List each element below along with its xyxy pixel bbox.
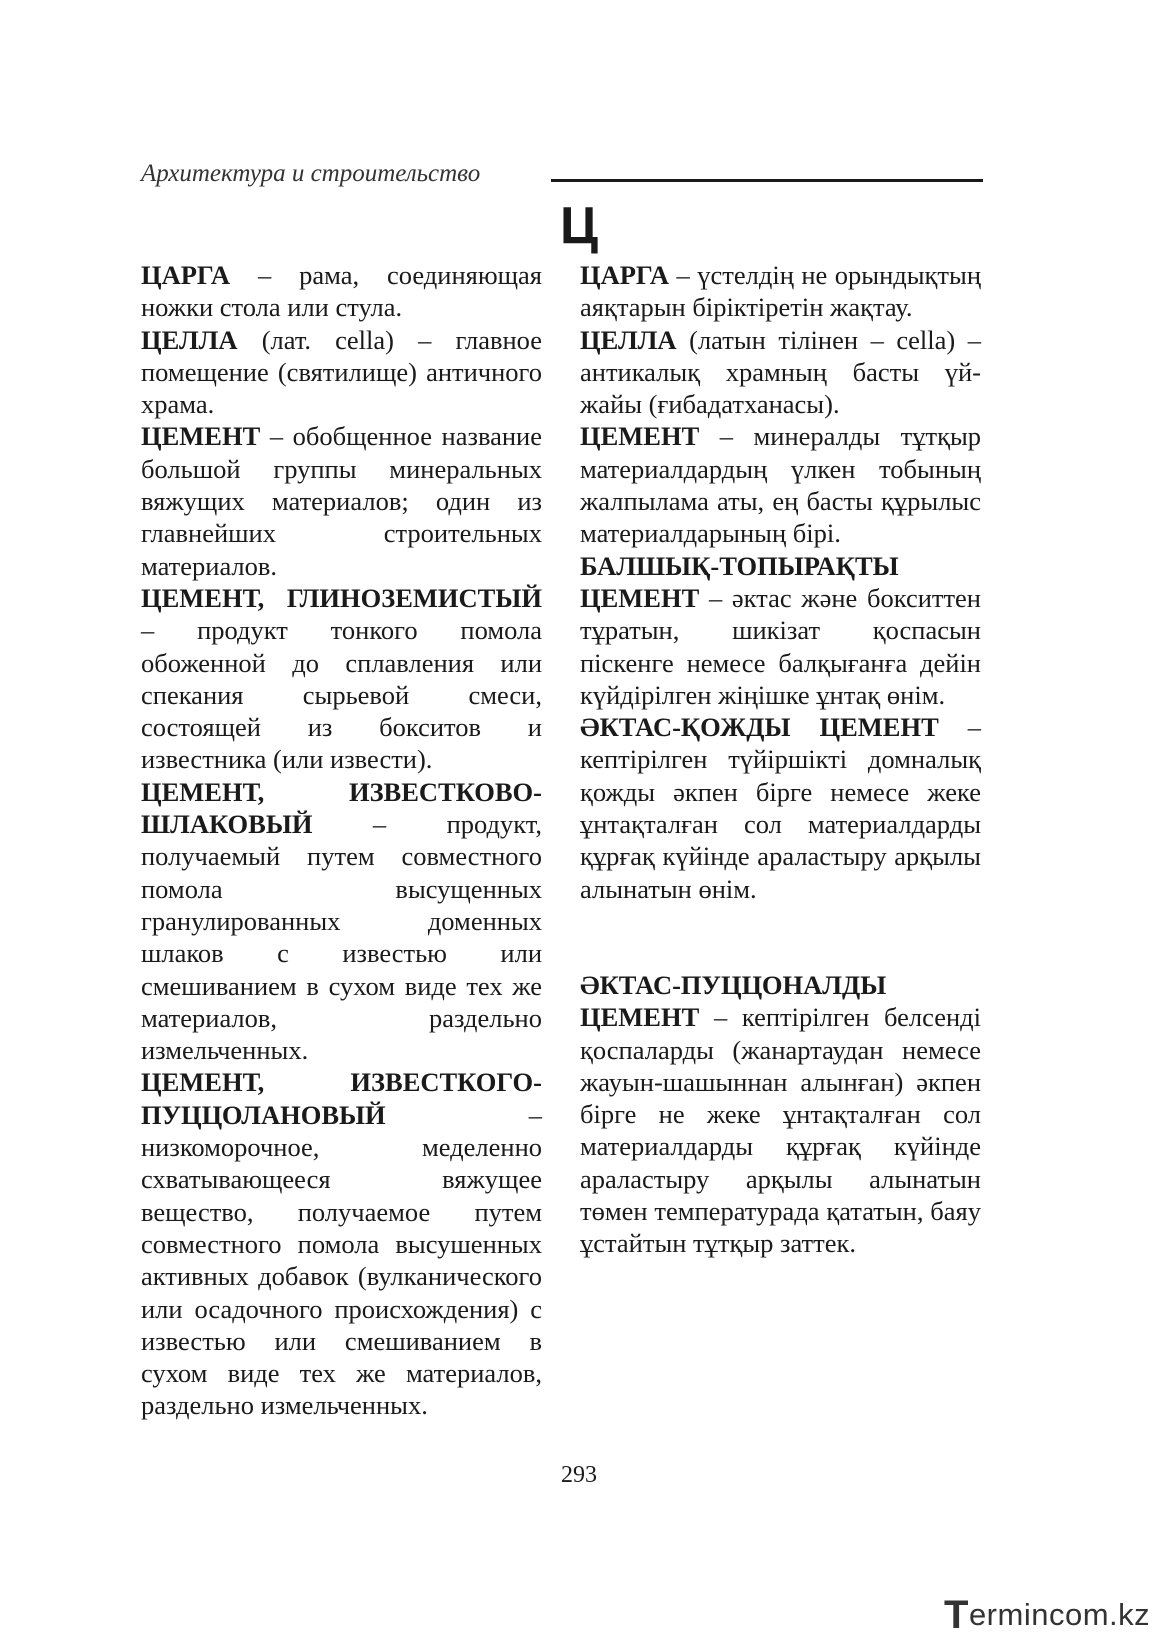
dictionary-entry	[580, 324, 981, 421]
dictionary-entry	[141, 420, 542, 581]
entry-term: ЦЕМЕНТ, ИЗВЕСТКОГО-ПУЦЦОЛАНОВЫЙ	[141, 1067, 542, 1130]
entry-definition: – үстелдің не орындықтың аяқтарын біріктіретін жақтау.	[580, 260, 981, 323]
dictionary-entry	[580, 711, 981, 905]
entry-definition: (лат. cella) – главное помещение (святилище) античного храма.	[141, 324, 542, 420]
entry-term: ЦАРГА	[580, 260, 670, 290]
entry-definition: – кептірілген түйіршікті домналық қожды әкпен бірге немесе жеке ұнтақталған сол материалдарды құрғақ күйінде араластыру арқылы алынатын өнім.	[580, 712, 981, 904]
dictionary-entry	[141, 1066, 542, 1421]
entry-term: ӘКТАС-ҚОЖДЫ ЦЕМЕНТ	[580, 712, 939, 743]
entry-definition: – кептірілген белсенді қоспаларды (жанартаудан немесе жауын-шашыннан алынған) әкпен бірге не жеке ұнтақталған сол материалдарды құрғақ күйінде араластыру арқылы алынатын төмен температурада қататын, баяу ұстайтын тұтқыр заттек.	[580, 1002, 981, 1259]
entry-term: ЦЕМЕНТ	[580, 421, 700, 452]
dictionary-entry	[580, 420, 981, 549]
page-number: 293	[561, 1462, 597, 1488]
entry-definition: – обобщенное название большой группы минеральных вяжущих материалов; один из главнейших строительных материалов.	[141, 421, 542, 581]
entry-definition: – рама, соединяющая ножки стола или стула.	[141, 260, 542, 323]
dictionary-entry	[580, 259, 981, 324]
entry-term: ЦЕЛЛА	[580, 324, 677, 355]
entry-term: БАЛШЫҚ-ТОПЫРАҚТЫ ЦЕМЕНТ	[580, 550, 899, 613]
entry-term: ЦЕМЕНТ, ГЛИНОЗЕМИСТЫЙ	[141, 582, 542, 613]
dictionary-entry	[141, 776, 542, 1067]
entry-term: ЦЕМЕНТ	[141, 421, 261, 452]
header-rule	[551, 179, 983, 182]
entry-definition: – продукт, получаемый путем совместного помола высущенных гранулированных доменных шлаков с известью или смешиванием в сухом виде тех же материалов, раздельно измельченных.	[141, 809, 542, 1066]
watermark-text: ermincom.kz	[968, 1597, 1151, 1632]
watermark-initial: T	[944, 1593, 969, 1637]
watermark-logo	[944, 1593, 1150, 1638]
entry-definition: – низкоморочное, меделенно схватывающееся вяжущее вещество, получаемое путем совместного помола высушенных активных добавок (вулканического или осадочного происхождения) с известью или смешиванием в сухом виде тех же материалов, раздельно измельченных.	[141, 1099, 542, 1421]
entry-term: ЦАРГА	[141, 260, 231, 290]
dictionary-entry	[141, 259, 542, 324]
entry-term: ӘКТАС-ПУЦЦОНАЛДЫ ЦЕМЕНТ	[580, 969, 887, 1033]
entry-definition: – әктас және бокситтен тұратын, шикізат қоспасын піскенге немесе балқығанға дейін күйдірілген жіңішке ұнтақ өнім.	[580, 582, 981, 710]
entry-definition: (латын тілінен – cella) – антикалық храмның басты үй-жайы (ғибадатханасы).	[580, 324, 981, 420]
section-letter: Ц	[560, 197, 598, 255]
entry-term: ЦЕМЕНТ, ИЗВЕСТКОВО-ШЛАКОВЫЙ	[141, 776, 542, 840]
column-gap	[580, 905, 981, 969]
dictionary-entry	[580, 550, 981, 711]
dictionary-entry	[141, 324, 542, 421]
entry-definition: – продукт тонкого помола обоженной до сплавления или спекания сырьевой смеси, состоящей из бокситов и известника (или извести).	[141, 615, 542, 775]
russian-column	[141, 259, 542, 1422]
dictionary-entry	[141, 582, 542, 776]
kazakh-column	[580, 259, 981, 1260]
entry-definition: – минералды тұтқыр материалдардың үлкен тобының жалпылама аты, ең басты құрылыс материалдарының бірі.	[580, 421, 981, 549]
entry-term: ЦЕЛЛА	[141, 324, 238, 355]
dictionary-entry	[580, 969, 981, 1260]
section-title: Архитектура и строительство	[141, 160, 481, 187]
